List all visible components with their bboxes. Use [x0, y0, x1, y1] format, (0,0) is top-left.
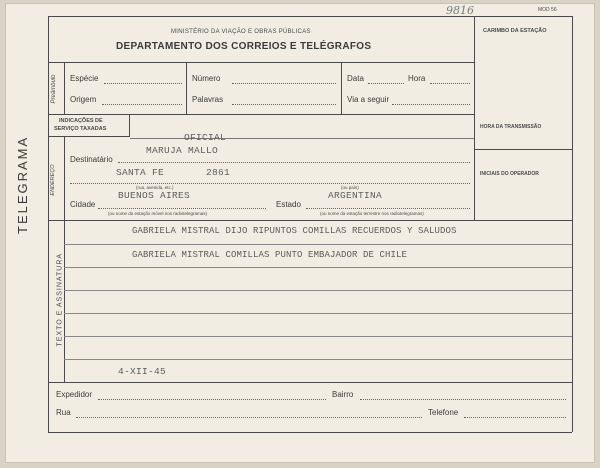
origem-label: Origem: [70, 95, 97, 104]
preamble-label-divider: [64, 62, 65, 114]
frame-top: [48, 16, 572, 17]
destinatario-label: Destinatário: [70, 155, 113, 164]
message-line-2: GABRIELA MISTRAL COMILLAS PUNTO EMBAJADOR DE CHILE: [132, 250, 408, 260]
via-field[interactable]: [392, 104, 470, 105]
numero-field[interactable]: [232, 83, 336, 84]
address-bottom-rule: [48, 220, 572, 221]
model-number: MOD 56: [538, 7, 557, 13]
bairro-field[interactable]: [360, 399, 566, 400]
ministry-title: MINISTÉRIO DA VIAÇÃO E OBRAS PÚBLICAS: [171, 29, 311, 35]
street-note: (rua, avenida, etc.): [136, 185, 174, 190]
message-rule-6: [64, 359, 572, 360]
numero-label: Número: [192, 74, 221, 83]
hora-label: Hora: [408, 74, 426, 83]
department-title: DEPARTAMENTO DOS CORREIOS E TELÉGRAFOS: [116, 41, 372, 52]
message-rule-3: [64, 290, 572, 291]
typed-official: OFICIAL: [184, 132, 227, 143]
message-rule-1: [64, 244, 572, 245]
state-note: (ou nome da estação terrestre nos radiotelegramas): [320, 211, 424, 216]
city-note: (ou nome da estação móvel nos radiotelegramas): [108, 211, 208, 216]
especie-label: Espécie: [70, 74, 99, 83]
origem-field[interactable]: [102, 104, 182, 105]
bairro-label: Bairro: [332, 390, 354, 399]
indications-box-right: [129, 114, 130, 136]
message-date: 4-XII-45: [118, 366, 167, 377]
typed-recipient: MARUJA MALLO: [146, 145, 219, 156]
message-line-1: GABRIELA MISTRAL DIJO RIPUNTOS COMILLAS RECUERDOS Y SALUDOS: [132, 226, 457, 236]
expedidor-field[interactable]: [98, 399, 326, 400]
palavras-label: Palavras: [192, 95, 224, 104]
message-rule-5: [64, 336, 572, 337]
typed-street: SANTA FE: [116, 167, 165, 178]
especie-field[interactable]: [104, 83, 182, 84]
expedidor-label: Expedidor: [56, 390, 93, 399]
preamble-col2-divider: [341, 62, 342, 114]
preamble-col1-divider: [186, 62, 187, 114]
rua-label: Rua: [56, 408, 71, 417]
cidade-label: Cidade: [70, 200, 96, 209]
preamble-section-label: Preâmbulo: [51, 74, 57, 104]
frame-left: [48, 16, 49, 432]
right-column-divider: [474, 16, 475, 221]
typed-number: 2861: [206, 167, 231, 178]
indications-line: [130, 138, 474, 139]
indications-label-1: INDICAÇÕES DE: [59, 118, 103, 124]
telegram-form: [5, 3, 595, 463]
data-field[interactable]: [368, 83, 404, 84]
handwritten-number: 9816: [446, 4, 474, 17]
message-section-label: TEXTO E ASSINATURA: [56, 252, 64, 347]
data-label: Data: [347, 74, 364, 83]
telefone-label: Telefone: [428, 408, 459, 417]
preamble-top-rule: [48, 62, 474, 63]
frame-right: [572, 16, 573, 432]
indications-label-2: SERVIÇO TAXADAS: [54, 126, 107, 132]
estado-field[interactable]: [306, 208, 470, 209]
estado-label: Estado: [276, 200, 301, 209]
indications-box-bottom: [48, 136, 130, 137]
right-column-rule: [474, 149, 572, 150]
country-note: (ou país): [341, 185, 359, 190]
destinatario-field[interactable]: [118, 162, 470, 163]
rua-field[interactable]: [76, 417, 422, 418]
telefone-field[interactable]: [464, 417, 566, 418]
transmission-time-label: HORA DA TRANSMISSÃO: [480, 124, 542, 130]
message-rule-4: [64, 313, 572, 314]
cidade-field[interactable]: [98, 208, 266, 209]
preamble-bottom-rule: [48, 114, 474, 115]
address-section-label: ENDEREÇO: [50, 164, 56, 196]
palavras-field[interactable]: [232, 104, 336, 105]
message-rule-2: [64, 267, 572, 268]
typed-country: ARGENTINA: [328, 190, 383, 201]
address-label-divider: [64, 136, 65, 221]
telegram-side-title: TELEGRAMA: [15, 135, 30, 234]
hora-field[interactable]: [430, 83, 470, 84]
frame-bottom: [48, 432, 572, 433]
street-field[interactable]: [70, 183, 470, 184]
operator-initials-label: INICIAIS DO OPERADOR: [480, 171, 539, 177]
stamp-label: CARIMBO DA ESTAÇÃO: [483, 28, 547, 34]
typed-city: BUENOS AIRES: [118, 190, 191, 201]
message-bottom-rule: [48, 382, 572, 383]
via-label: Via a seguir: [347, 95, 390, 104]
